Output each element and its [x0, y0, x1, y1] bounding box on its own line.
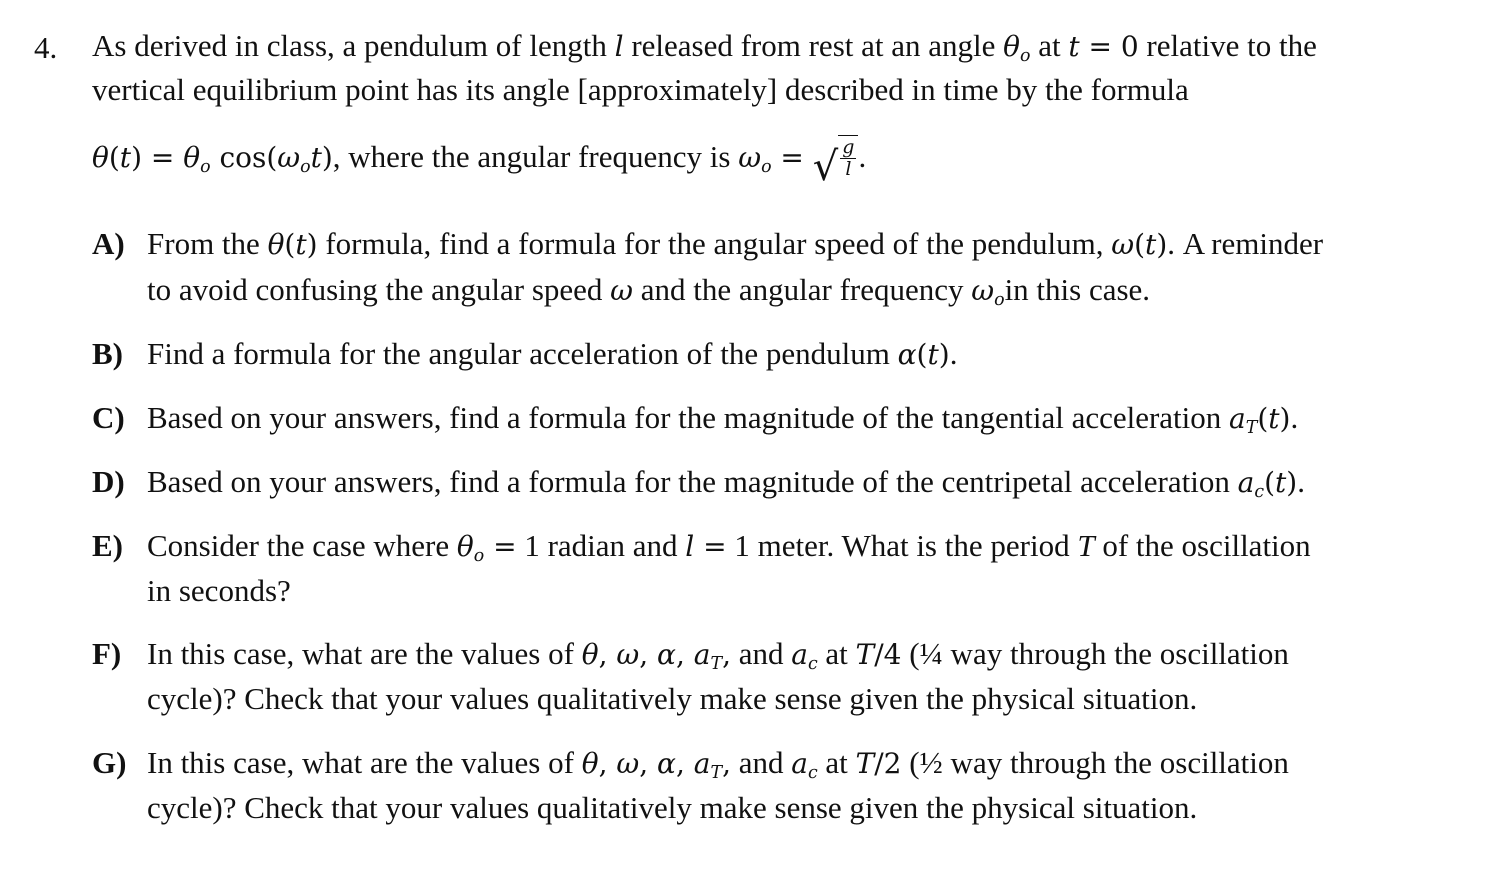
part-e-line-1: Consider the case where $\theta_o = 1$ radian and l = 1 meter. What is the period T of the oscillation	[147, 528, 1311, 566]
part-b-label: B)	[92, 336, 123, 371]
part-d-label: D)	[92, 464, 125, 499]
part-c-label: C)	[92, 400, 125, 435]
part-e-line-2: in seconds?	[147, 573, 291, 608]
part-a-line-2: to avoid confusing the angular speed ω and the angular frequency $\omega_oin$ this case.	[147, 272, 1151, 310]
formula-sqrt-g-over-l: √ $\frac{g}{l}$	[813, 135, 859, 185]
part-g-line-1: In this case, what are the values of θ, ω, α, $a_T$, and $a_c$ at T/2 (½ way through the oscillation	[147, 745, 1289, 783]
problem-number: 4.	[34, 30, 58, 65]
part-e-label: E)	[92, 528, 123, 563]
part-a-label: A)	[92, 226, 125, 261]
part-b-line-1: Find a formula for the angular acceleration of the pendulum α(t).	[147, 336, 958, 371]
intro-line-3: $\theta(t) = \theta_o$ $\cos(\omega_ot)$, where the angular frequency is $\omega_o$ = √ $\frac{g}{l}$ .	[92, 136, 867, 190]
part-d-line-1: Based on your answers, find a formula for the magnitude of the centripetal acceleration $a_c(t)$.	[147, 464, 1305, 502]
part-c-line-1: Based on your answers, find a formula for the magnitude of the tangential acceleration $a_T(t)$.	[147, 400, 1299, 438]
math-l: l	[614, 30, 624, 63]
math-omega-0: $\omega_o$	[738, 141, 772, 177]
part-g-label: G)	[92, 745, 127, 780]
intro-line-1: As derived in class, a pendulum of length l released from rest at an angle $\theta_o$ at t = 0 relative to the	[92, 28, 1317, 66]
math-t-eq-0: t	[1068, 30, 1080, 63]
part-f-line-2: cycle)? Check that your values qualitatively make sense given the physical situation.	[147, 681, 1198, 716]
part-g-line-2: cycle)? Check that your values qualitatively make sense given the physical situation.	[147, 790, 1198, 825]
intro-line-2: vertical equilibrium point has its angle [approximately] described in time by the formula	[92, 72, 1189, 107]
part-f-label: F)	[92, 636, 122, 671]
part-a-line-1: From the θ(t) formula, find a formula for the angular speed of the pendulum, ω(t). A reminder	[147, 226, 1324, 261]
formula-theta-t: θ	[92, 141, 109, 175]
part-f-line-1: In this case, what are the values of θ, ω, α, $a_T$, and $a_c$ at T/4 (¼ way through the oscillation	[147, 636, 1289, 674]
math-theta-0: $\theta_o$	[1003, 30, 1031, 66]
